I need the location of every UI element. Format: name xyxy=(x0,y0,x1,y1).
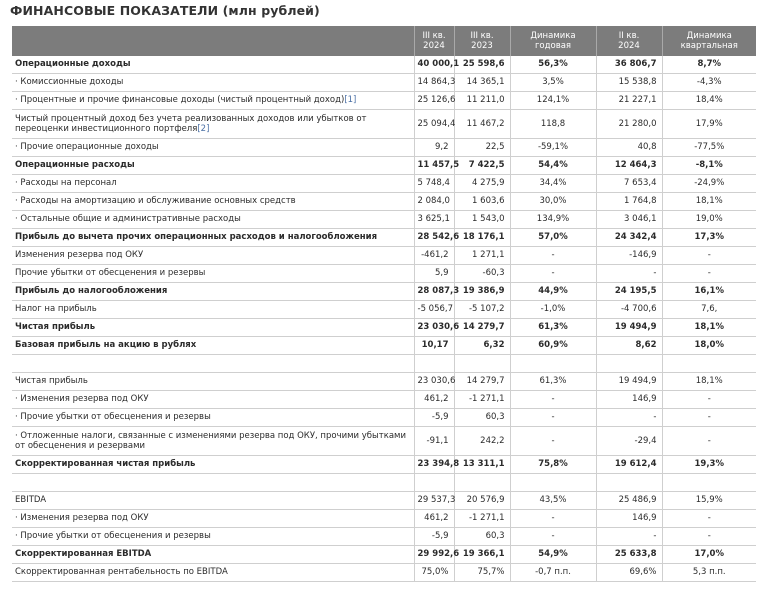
value-yoy: 61,3% xyxy=(510,373,596,391)
row-label-text: Изменения резерва под ОКУ xyxy=(15,250,144,261)
row-label xyxy=(12,337,414,355)
row-label xyxy=(12,510,414,528)
table-row xyxy=(12,283,756,301)
row-label xyxy=(12,110,414,139)
value-q3-2024 xyxy=(414,355,454,373)
value-q2-2024: 19 612,4 xyxy=(596,456,662,474)
row-label-text: Скорректированная EBITDA xyxy=(15,549,152,560)
table-row xyxy=(12,92,756,110)
value-yoy: - xyxy=(510,510,596,528)
table-row xyxy=(12,193,756,211)
value-qoq: -24,9% xyxy=(662,175,756,193)
row-label xyxy=(12,175,414,193)
row-label-text: Операционные доходы xyxy=(15,59,131,70)
table-row xyxy=(12,211,756,229)
value-qoq: 18,1% xyxy=(662,373,756,391)
value-q2-2024: 69,6% xyxy=(596,564,662,582)
header-line: III кв. xyxy=(470,30,494,41)
table-row xyxy=(12,157,756,175)
header-label-cell xyxy=(12,26,414,56)
header-line: III кв. xyxy=(422,30,446,41)
table-row xyxy=(12,564,756,582)
row-label-text: Операционные расходы xyxy=(15,160,135,171)
table-row xyxy=(12,110,756,139)
table-row xyxy=(12,355,756,373)
table-row xyxy=(12,301,756,319)
value-q3-2023: 14 365,1 xyxy=(454,74,510,92)
value-q3-2024: 28 542,6 xyxy=(414,229,454,247)
value-q2-2024: 7 653,4 xyxy=(596,175,662,193)
value-qoq: 18,1% xyxy=(662,193,756,211)
row-label xyxy=(12,74,414,92)
value-yoy: 56,3% xyxy=(510,56,596,74)
value-q3-2023: 19 386,9 xyxy=(454,283,510,301)
value-qoq: - xyxy=(662,427,756,456)
value-q3-2023: 1 271,1 xyxy=(454,247,510,265)
value-q3-2024: 40 000,1 xyxy=(414,56,454,74)
row-label xyxy=(12,456,414,474)
value-qoq: 7,6, xyxy=(662,301,756,319)
value-yoy: - xyxy=(510,391,596,409)
value-q3-2023: 20 576,9 xyxy=(454,492,510,510)
value-yoy: 124,1% xyxy=(510,92,596,110)
value-q3-2024: -91,1 xyxy=(414,427,454,456)
header-line: II кв. xyxy=(618,30,640,41)
value-qoq: 19,0% xyxy=(662,211,756,229)
value-yoy: 57,0% xyxy=(510,229,596,247)
value-yoy: - xyxy=(510,528,596,546)
row-label-text: Чистая прибыль xyxy=(15,376,88,387)
value-q2-2024 xyxy=(596,474,662,492)
row-label-text: · Процентные и прочие финансовые доходы (чистый процентный доход) xyxy=(15,95,345,106)
value-q3-2024: 28 087,3 xyxy=(414,283,454,301)
value-q3-2024: -5,9 xyxy=(414,409,454,427)
row-label-text: · Изменения резерва под ОКУ xyxy=(15,394,149,405)
value-q3-2023: 14 279,7 xyxy=(454,319,510,337)
value-yoy: 54,9% xyxy=(510,546,596,564)
row-label xyxy=(12,528,414,546)
value-q3-2023: 22,5 xyxy=(454,139,510,157)
value-q3-2024: 29 537,3 xyxy=(414,492,454,510)
value-q3-2023: 7 422,5 xyxy=(454,157,510,175)
value-q2-2024: 25 633,8 xyxy=(596,546,662,564)
value-qoq: 18,4% xyxy=(662,92,756,110)
value-qoq: - xyxy=(662,391,756,409)
row-label xyxy=(12,492,414,510)
table-row xyxy=(12,265,756,283)
value-yoy: 118,8 xyxy=(510,110,596,139)
row-label xyxy=(12,373,414,391)
value-qoq: 18,0% xyxy=(662,337,756,355)
row-label-text: · Расходы на персонал xyxy=(15,178,117,189)
value-q3-2024: 9,2 xyxy=(414,139,454,157)
row-label-text: · Отложенные налоги, связанные с изменениями резерва под ОКУ, прочими убытками от обесценения и резервами xyxy=(15,430,406,451)
value-q3-2024: 75,0% xyxy=(414,564,454,582)
value-qoq: 15,9% xyxy=(662,492,756,510)
header-line: квартальная xyxy=(680,41,738,51)
value-q2-2024: 25 486,9 xyxy=(596,492,662,510)
header-line: годовая xyxy=(534,41,572,51)
value-q2-2024: 15 538,8 xyxy=(596,74,662,92)
value-yoy xyxy=(510,474,596,492)
value-q3-2024: 25 126,6 xyxy=(414,92,454,110)
row-label-text: Прибыль до налогообложения xyxy=(15,286,168,297)
value-q2-2024: 21 227,1 xyxy=(596,92,662,110)
value-q2-2024: 146,9 xyxy=(596,391,662,409)
value-q3-2024: 5 748,4 xyxy=(414,175,454,193)
row-label-text: EBITDA xyxy=(15,495,47,506)
row-label xyxy=(12,391,414,409)
value-q3-2024 xyxy=(414,474,454,492)
value-q3-2024: 25 094,4 xyxy=(414,110,454,139)
value-q3-2023: 1 603,6 xyxy=(454,193,510,211)
value-qoq: - xyxy=(662,265,756,283)
header-line: Динамика xyxy=(530,30,576,41)
footnote-link[interactable]: [1] xyxy=(344,95,357,106)
value-qoq: 17,0% xyxy=(662,546,756,564)
value-q3-2023: 4 275,9 xyxy=(454,175,510,193)
value-qoq xyxy=(662,355,756,373)
value-q3-2024: 461,2 xyxy=(414,510,454,528)
value-q2-2024: 19 494,9 xyxy=(596,319,662,337)
header-line: Динамика xyxy=(686,30,732,41)
value-yoy: 134,9% xyxy=(510,211,596,229)
value-yoy: - xyxy=(510,409,596,427)
value-qoq: 5,3 п.п. xyxy=(662,564,756,582)
table-row xyxy=(12,427,756,456)
row-label xyxy=(12,193,414,211)
page-title: ФИНАНСОВЫЕ ПОКАЗАТЕЛИ (млн рублей) xyxy=(10,3,320,18)
value-qoq: 19,3% xyxy=(662,456,756,474)
header-line: 2024 xyxy=(618,41,640,51)
row-label-text: Налог на прибыль xyxy=(15,304,97,315)
financial-table xyxy=(12,26,756,582)
row-label-text: · Комиссионные доходы xyxy=(15,77,124,88)
value-yoy: 54,4% xyxy=(510,157,596,175)
value-qoq: - xyxy=(662,510,756,528)
value-q3-2023: 60,3 xyxy=(454,528,510,546)
value-q3-2024: 3 625,1 xyxy=(414,211,454,229)
value-q3-2024: 11 457,5 xyxy=(414,157,454,175)
value-yoy: - xyxy=(510,265,596,283)
value-q3-2023: 14 279,7 xyxy=(454,373,510,391)
value-q3-2024: 23 030,6 xyxy=(414,319,454,337)
row-label xyxy=(12,139,414,157)
table-row xyxy=(12,337,756,355)
table-row xyxy=(12,373,756,391)
row-label xyxy=(12,283,414,301)
row-label xyxy=(12,355,414,373)
row-label-text: Прочие убытки от обесценения и резервы xyxy=(15,268,206,279)
row-label-text: Чистый процентный доход без учета реализованных доходов или убытков от переоценки инвестиционного портфеля xyxy=(15,113,367,134)
row-label xyxy=(12,409,414,427)
value-q2-2024: 1 764,8 xyxy=(596,193,662,211)
value-q2-2024: - xyxy=(596,409,662,427)
value-q3-2024: -461,2 xyxy=(414,247,454,265)
value-qoq: -77,5% xyxy=(662,139,756,157)
value-q2-2024: 24 195,5 xyxy=(596,283,662,301)
row-label-text: · Остальные общие и административные расходы xyxy=(15,214,241,225)
table-row xyxy=(12,229,756,247)
table-row xyxy=(12,546,756,564)
value-q3-2023: 13 311,1 xyxy=(454,456,510,474)
value-qoq: - xyxy=(662,528,756,546)
value-qoq: -4,3% xyxy=(662,74,756,92)
table-row xyxy=(12,492,756,510)
row-label xyxy=(12,319,414,337)
value-q2-2024: 19 494,9 xyxy=(596,373,662,391)
value-q3-2023: 25 598,6 xyxy=(454,56,510,74)
value-q3-2023: 1 543,0 xyxy=(454,211,510,229)
header-q2-2024 xyxy=(596,26,662,56)
value-q3-2024: 10,17 xyxy=(414,337,454,355)
footnote-link[interactable]: [2] xyxy=(197,124,210,134)
header-q3-2023 xyxy=(454,26,510,56)
value-q3-2024: 23 030,6 xyxy=(414,373,454,391)
header-line: 2023 xyxy=(471,41,493,51)
value-yoy: -59,1% xyxy=(510,139,596,157)
table-row xyxy=(12,319,756,337)
row-label xyxy=(12,474,414,492)
value-q3-2023 xyxy=(454,474,510,492)
header-qoq xyxy=(662,26,756,56)
value-yoy: 34,4% xyxy=(510,175,596,193)
value-yoy xyxy=(510,355,596,373)
table-body xyxy=(12,56,756,582)
value-q3-2023 xyxy=(454,355,510,373)
value-yoy: 75,8% xyxy=(510,456,596,474)
value-qoq: - xyxy=(662,409,756,427)
table-row xyxy=(12,409,756,427)
table-row xyxy=(12,391,756,409)
value-q2-2024: - xyxy=(596,265,662,283)
row-label-text: · Изменения резерва под ОКУ xyxy=(15,513,149,524)
row-label-text: Чистая прибыль xyxy=(15,322,96,333)
header-yoy xyxy=(510,26,596,56)
value-qoq: 16,1% xyxy=(662,283,756,301)
value-q3-2023: 11 211,0 xyxy=(454,92,510,110)
value-yoy: 43,5% xyxy=(510,492,596,510)
table-row xyxy=(12,474,756,492)
value-q3-2023: -1 271,1 xyxy=(454,391,510,409)
value-yoy: 61,3% xyxy=(510,319,596,337)
table-row xyxy=(12,139,756,157)
table-row xyxy=(12,56,756,74)
row-label xyxy=(12,427,414,456)
row-label xyxy=(12,564,414,582)
row-label-text: · Прочие операционные доходы xyxy=(15,142,159,153)
value-q2-2024: 36 806,7 xyxy=(596,56,662,74)
table-row xyxy=(12,456,756,474)
value-q2-2024: 24 342,4 xyxy=(596,229,662,247)
row-label xyxy=(12,157,414,175)
value-q3-2024: 29 992,6 xyxy=(414,546,454,564)
value-q3-2023: 11 467,2 xyxy=(454,110,510,139)
value-q3-2023: 19 366,1 xyxy=(454,546,510,564)
row-label xyxy=(12,265,414,283)
value-q3-2024: 5,9 xyxy=(414,265,454,283)
value-q3-2023: 75,7% xyxy=(454,564,510,582)
table-row xyxy=(12,528,756,546)
value-q2-2024: 8,62 xyxy=(596,337,662,355)
value-q3-2023: 242,2 xyxy=(454,427,510,456)
value-q2-2024: -146,9 xyxy=(596,247,662,265)
value-q3-2023: 60,3 xyxy=(454,409,510,427)
value-yoy: 60,9% xyxy=(510,337,596,355)
value-qoq: - xyxy=(662,247,756,265)
row-label xyxy=(12,301,414,319)
value-yoy: -1,0% xyxy=(510,301,596,319)
header-line: 2024 xyxy=(423,41,445,51)
value-qoq xyxy=(662,474,756,492)
header-q3-2024 xyxy=(414,26,454,56)
row-label xyxy=(12,92,414,110)
value-q2-2024: 146,9 xyxy=(596,510,662,528)
row-label-text: Прибыль до вычета прочих операционных расходов и налогообложения xyxy=(15,232,378,243)
value-q3-2024: 23 394,8 xyxy=(414,456,454,474)
value-q3-2023: -5 107,2 xyxy=(454,301,510,319)
value-qoq: 17,9% xyxy=(662,110,756,139)
table-row xyxy=(12,175,756,193)
value-qoq: 18,1% xyxy=(662,319,756,337)
value-yoy: -0,7 п.п. xyxy=(510,564,596,582)
value-yoy: 44,9% xyxy=(510,283,596,301)
value-q2-2024: 40,8 xyxy=(596,139,662,157)
row-label xyxy=(12,546,414,564)
value-q3-2023: 18 176,1 xyxy=(454,229,510,247)
value-q2-2024 xyxy=(596,355,662,373)
value-qoq: -8,1% xyxy=(662,157,756,175)
table-header-row xyxy=(12,26,756,56)
table-row xyxy=(12,247,756,265)
value-yoy: - xyxy=(510,247,596,265)
row-label xyxy=(12,247,414,265)
value-yoy: - xyxy=(510,427,596,456)
value-q3-2023: -60,3 xyxy=(454,265,510,283)
value-q2-2024: 12 464,3 xyxy=(596,157,662,175)
value-q3-2024: 2 084,0 xyxy=(414,193,454,211)
value-q3-2024: 461,2 xyxy=(414,391,454,409)
value-q3-2024: 14 864,3 xyxy=(414,74,454,92)
value-q3-2024: -5,9 xyxy=(414,528,454,546)
row-label xyxy=(12,211,414,229)
row-label-text: · Расходы на амортизацию и обслуживание основных средств xyxy=(15,196,296,207)
value-q3-2024: -5 056,7 xyxy=(414,301,454,319)
value-q2-2024: -4 700,6 xyxy=(596,301,662,319)
value-q2-2024: 21 280,0 xyxy=(596,110,662,139)
value-qoq: 17,3% xyxy=(662,229,756,247)
row-label-text: Скорректированная рентабельность по EBITDA xyxy=(15,567,228,578)
row-label-text: Базовая прибыль на акцию в рублях xyxy=(15,340,197,351)
table-row xyxy=(12,74,756,92)
value-q2-2024: - xyxy=(596,528,662,546)
value-qoq: 8,7% xyxy=(662,56,756,74)
row-label xyxy=(12,56,414,74)
value-q3-2023: 6,32 xyxy=(454,337,510,355)
row-label-text: Скорректированная чистая прибыль xyxy=(15,459,196,470)
value-q3-2023: -1 271,1 xyxy=(454,510,510,528)
row-label xyxy=(12,229,414,247)
value-yoy: 3,5% xyxy=(510,74,596,92)
value-q2-2024: -29,4 xyxy=(596,427,662,456)
value-yoy: 30,0% xyxy=(510,193,596,211)
value-q2-2024: 3 046,1 xyxy=(596,211,662,229)
row-label-text: · Прочие убытки от обесценения и резервы xyxy=(15,412,211,423)
table-row xyxy=(12,510,756,528)
row-label-text: · Прочие убытки от обесценения и резервы xyxy=(15,531,211,542)
